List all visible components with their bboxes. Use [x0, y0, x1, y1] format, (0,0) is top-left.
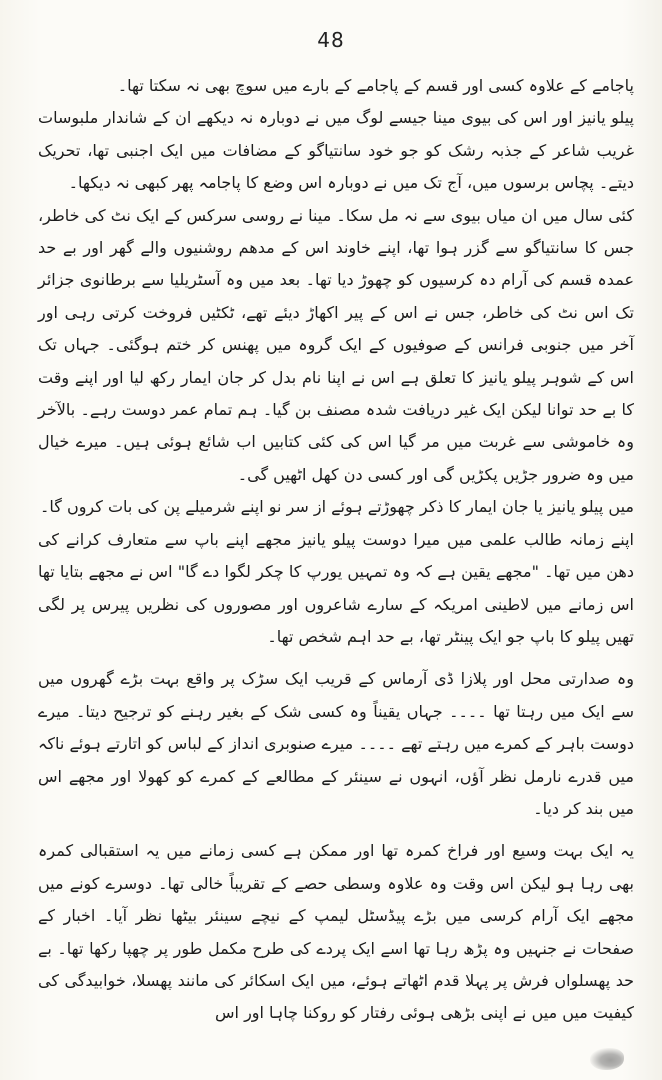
ink-smudge-mark [590, 1048, 624, 1070]
paragraph: وہ صدارتی محل اور پلازا ڈی آرماس کے قریب ایک سڑک پر واقع بہت بڑے گھروں میں سے ایک میں رہتا تھا ۔۔۔۔ جہاں یقیناً وہ کسی شک کے بغیر رہنے کو ترجیح دیتا۔ میرے دوست باہر کے کمرے میں رہتے تھے ۔۔۔۔ میرے صنوبری انداز کے لباس کو اتارتے ہوئے ناکہ میں قدرے نارمل نظر آؤں، انہوں نے سینئر کے مطالعے کے کمرے کو کھولا اور مجھے اس میں بند کر دیا۔ [38, 669, 634, 818]
body-text [38, 70, 634, 1030]
page-number: 48 [317, 28, 345, 52]
paragraph: یہ ایک بہت وسیع اور فراخ کمرہ تھا اور ممکن ہے کسی زمانے میں یہ استقبالی کمرہ بھی رہا ہو لیکن اس وقت وہ علاوہ وسطی حصے کے تقریباً خالی تھا۔ دوسرے کونے میں مجھے ایک آرام کرسی میں بڑے پیڈسٹل لیمپ کے نیچے سینئر بیٹھا نظر آیا۔ اخبار کے صفحات نے جنہیں وہ پڑھ رہا تھا اسے ایک پردے کی طرح مکمل طور پر چھپا رکھا تھا۔ بے حد پھسلواں فرش پر پہلا قدم اٹھاتے ہوئے، میں ایک اسکائر کی مانند پھسلا، خوابیدگی کی کیفیت میں میں نے اپنی بڑھی ہوئی رفتار کو روکنا چاہا اور اس [38, 841, 634, 1023]
paragraph: پاجامے کے علاوہ کسی اور قسم کے پاجامے کے بارے میں سوچ بھی نہ سکتا تھا۔ [117, 76, 634, 95]
paragraph: کئی سال میں ان میاں بیوی سے نہ مل سکا۔ مینا نے روسی سرکس کے ایک نٹ کی خاطر، جس کا سانتیاگو سے گزر ہوا تھا، اپنے خاوند اس کے مدھم روشنیوں والے گھر اور بے حد عمدہ قسم کی آرام دہ کرسیوں کو چھوڑ دیا تھا۔ بعد میں وہ آسٹریلیا سے برطانوی جزائر تک اس نٹ کی خاطر، جس نے اس کے پیر اکھاڑ دیئے تھے، ٹکٹیں فروخت کرتی رہی اور آخر میں جنوبی فرانس کے صوفیوں کے ایک گروہ میں پھنس کر ختم ہوگئی۔ جہاں تک اس کے شوہر پیلو یانیز کا تعلق ہے اس نے اپنا نام بدل کر جان ایمار رکھ لیا اور اپنے وقت کا بے حد توانا لیکن ایک غیر دریافت شدہ مصنف بن گیا۔ ہم تمام عمر دوست رہے۔ بالآخر وہ خاموشی سے غربت میں مر گیا اس کی کئی کتابیں اب شائع ہوئی ہیں۔ میرے خیال میں وہ ضرور جڑیں پکڑیں گی اور کسی دن کھل اٹھیں گی۔ [38, 205, 634, 484]
paragraph: میں پیلو یانیز یا جان ایمار کا ذکر چھوڑتے ہوئے از سر نو اپنے شرمیلے پن کی بات کروں گا۔ [40, 497, 634, 517]
paragraph: پیلو یانیز اور اس کی بیوی مینا جیسے لوگ میں نے دوبارہ نہ دیکھے ان کے شاندار ملبوسات غریب شاعر کے جذبہ رشک کو جو خود سانتیاگو کے مضافات میں ایک اجنبی تھا، تحریک دیتے۔ پچاس برسوں میں، آج تک میں نے دوبارہ اس وضع کا پاجامہ پھر کبھی نہ دیکھا۔ [38, 108, 634, 193]
paragraph: اپنے زمانہ طالب علمی میں میرا دوست پیلو یانیز مجھے اپنے باپ سے متعارف کرانے کی دھن میں تھا۔ "مجھے یقین ہے کہ وہ تمہیں یورپ کا چکر لگوا دے گا" اس نے مجھے بتایا تھا اس زمانے میں لاطینی امریکہ کے سارے شاعروں اور مصوروں کی نظریں پیرس پر لگی تھیں پیلو کا باپ جو ایک پینٹر تھا، بے حد اہم شخص تھا۔ [38, 529, 634, 646]
